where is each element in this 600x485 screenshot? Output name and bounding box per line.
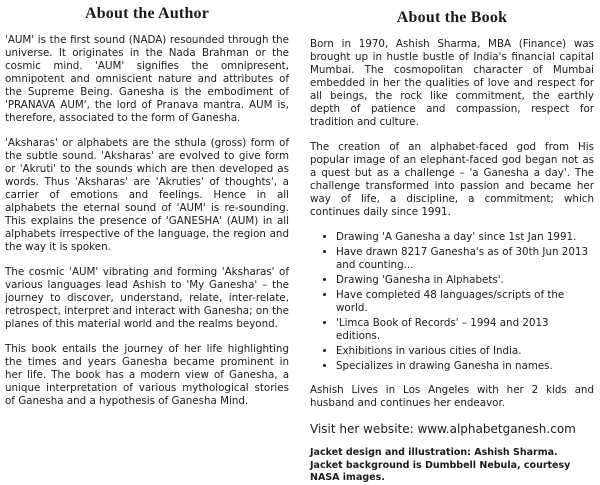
list-item: • Have completed 48 languages/scripts of the world. — [336, 289, 594, 315]
author-paragraph-2: 'Aksharas' or alphabets are the sthula (gross) form of the subtle sound. 'Aksharas' are evolved to give form or 'Akruti' to the sounds which are then developed as words. Thus 'Aksharas' are 'Akruties' of thoughts', a carrier of emotions and feelings. Hence in all alphabets the eternal sound of 'AUM' is re-sounding. This explains the presence of 'GANESHA' (AUM) in all alphabets irrespective of the language, the region and the way it is spoken. — [5, 137, 289, 253]
about-book-title: About the Book — [396, 9, 508, 26]
list-item: • Have drawn 8217 Ganesha's as of 30th Jun 2013 and counting... — [336, 246, 594, 272]
book-paragraph-2: The creation of an alphabet-faced god from His popular image of an elephant-faced god began not as a quest but as a challenge – 'a Ganesha a day'. The challenge transformed into passion and became her way of life, a discipline, a commitment; which continues daily since 1991. — [310, 141, 594, 218]
book-paragraph-1: Born in 1970, Ashish Sharma, MBA (Finance) was brought up in hustle bustle of India's financial capital Mumbai. The cosmopolitan character of Mumbai embedded in her the qualities of love and respect for all beings, the rock like commitment, the earthly depth of patience and compassion, respect for tradition and culture. — [310, 38, 594, 128]
about-author-title: About the Author — [84, 5, 210, 22]
about-book-section — [310, 3, 594, 483]
credit-line-design: Jacket design and illustration: Ashish Sharma. — [310, 447, 558, 458]
achievements-list — [310, 231, 594, 373]
about-author-section — [5, 3, 289, 450]
author-paragraph-4: This book entails the journey of her life highlighting the times and years Ganesha became prominent in her life. The book has a modern view of Ganesha, a unique interpretation of various mythological stories of Ganesha and a hypothesis of Ganesha Mind. — [5, 343, 289, 407]
credit-line-background: Jacket background is Dumbbell Nebula, courtesy NASA images. — [310, 459, 571, 483]
list-item: • Specializes in drawing Ganesha in names. — [336, 360, 594, 373]
list-item: • Exhibitions in various cities of India. — [336, 345, 594, 358]
author-paragraph-3: The cosmic 'AUM' vibrating and forming 'Aksharas' of various languages lead Ashish to 'My Ganesha' – the journey to discover, understand, relate, inter-relate, retrospect, interpret and interact with Ganesha; on the planes of this material world and the realms beyond. — [5, 266, 289, 330]
closing-paragraph: Ashish Lives in Los Angeles with her 2 kids and husband and continues her endeavor. — [310, 384, 594, 409]
list-item: • Drawing 'A Ganesha a day' since 1st Jan 1991. — [336, 231, 594, 244]
list-item: • 'Limca Book of Records' – 1994 and 2013 editions. — [336, 317, 594, 343]
list-item: • Drawing 'Ganesha in Alphabets'. — [336, 274, 594, 287]
website-line: Visit her website: www.alphabetganesh.com — [310, 422, 576, 436]
author-paragraph-1: 'AUM' is the first sound (NADA) resounded through the universe. It originates in the Nada Brahman or the cosmic mind. 'AUM' signifies the omnipresent, omnipotent and omniscient nature and attributes of the Supreme Being. Ganesha is the embodiment of 'PRANAVA AUM', the lord of Pranava mantra. AUM is, therefore, associated to the form of Ganesha. — [5, 34, 289, 124]
